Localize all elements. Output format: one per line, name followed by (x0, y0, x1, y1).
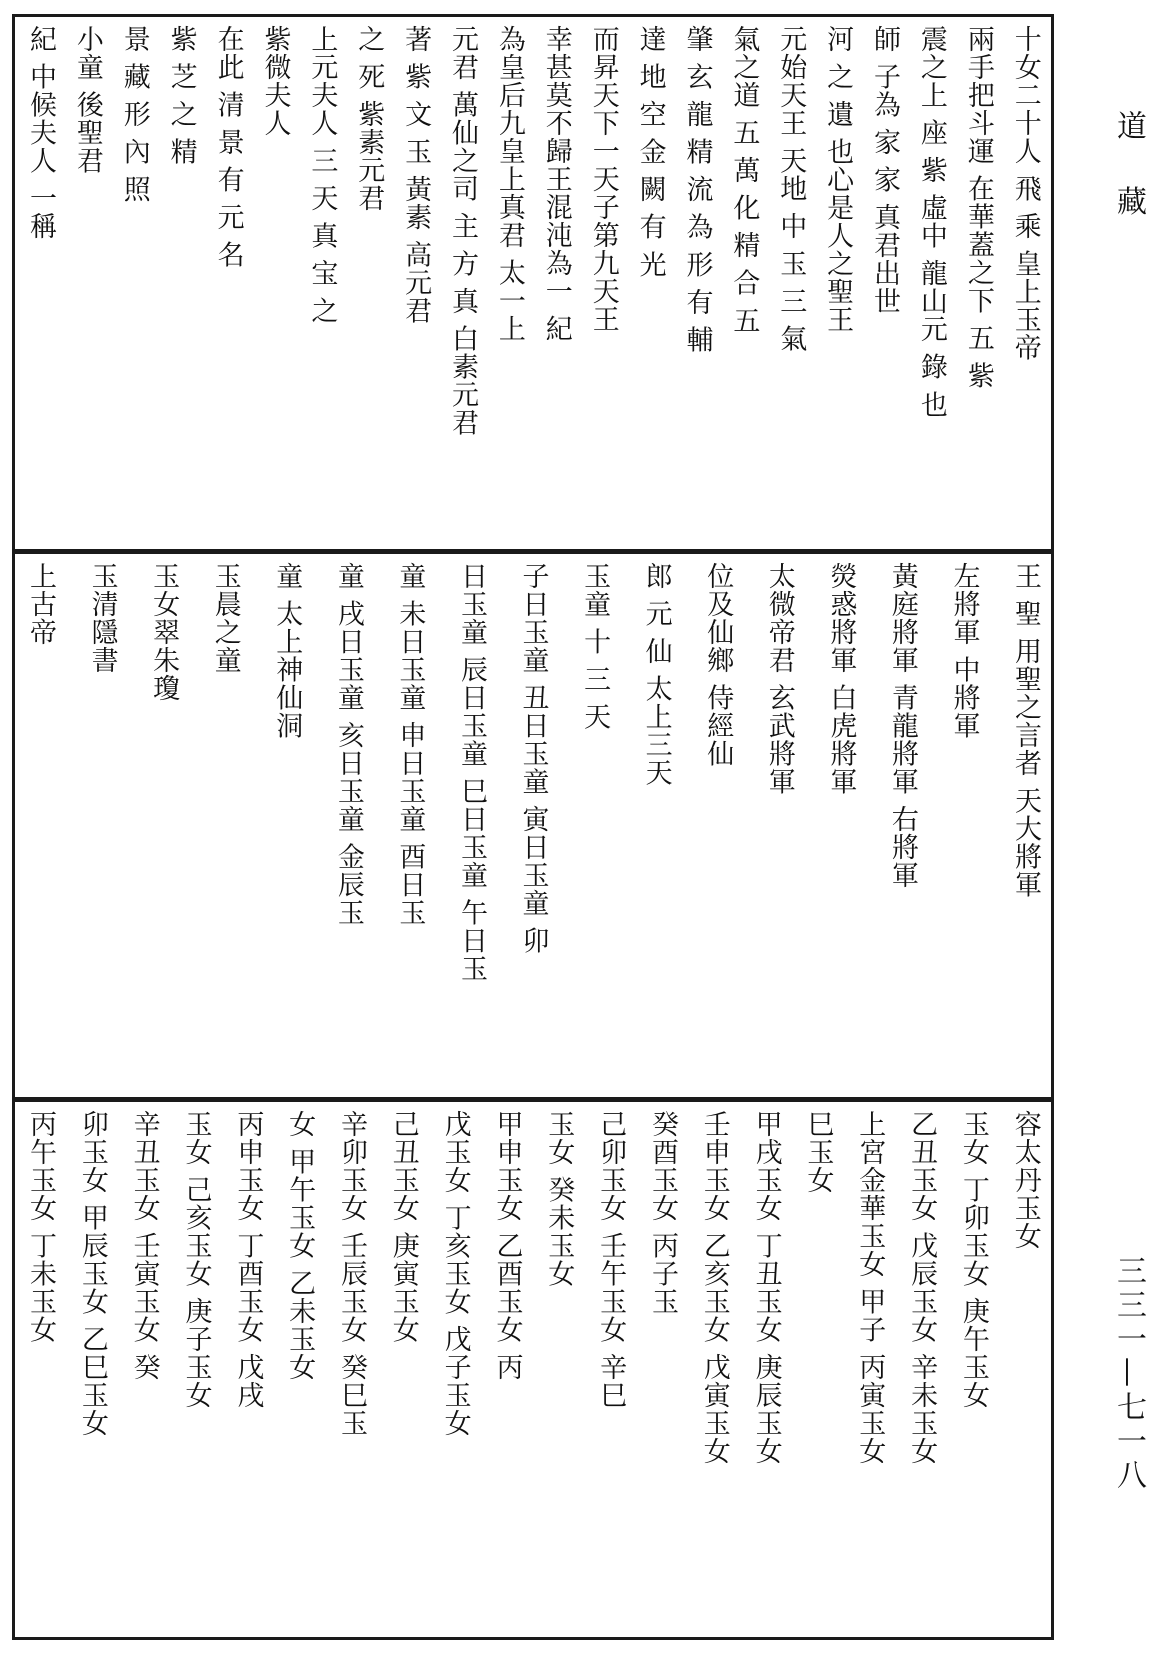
text-column: 黃庭將軍 青龍將軍 右將軍 (886, 562, 918, 890)
text-column: 達 地 空 金 闕 有 光 (634, 25, 666, 279)
text-column: 紫微夫人 (259, 25, 291, 137)
text-column: 童 戌日玉童 亥日玉童 金辰玉 (332, 562, 364, 927)
text-column: 玉女 丁卯玉女 庚午玉女 (957, 1110, 989, 1410)
text-region-lower (12, 1100, 1054, 1640)
text-column: 景 藏 形 內 照 (118, 25, 150, 204)
text-column: 而昇天下一天子第九天王 (587, 25, 619, 333)
text-column: 在此 清 景 有 元 名 (212, 25, 244, 269)
text-column: 左將軍 中將軍 (948, 562, 980, 740)
text-column: 肇 玄 龍 精 流 為 形 有 輔 (681, 25, 713, 354)
text-column: 女 甲午玉女 乙未玉女 (284, 1110, 316, 1382)
text-column: 玉女 癸未玉女 (543, 1110, 575, 1288)
text-column: 辛丑玉女 壬寅玉女 癸 (128, 1110, 160, 1382)
text-column: 卯玉女 甲辰玉女 乙巳玉女 (76, 1110, 108, 1438)
text-column: 癸酉玉女 丙子玉 (646, 1110, 678, 1316)
text-column: 子日玉童 丑日玉童 寅日玉童 卯 (517, 562, 549, 955)
text-column: 童 未日玉童 申日玉童 酉日玉 (394, 562, 426, 927)
text-column: 小童 後聖君 (71, 25, 103, 175)
text-column: 丙申玉女 丁酉玉女 戊戌 (232, 1110, 264, 1410)
text-column: 太微帝君 玄武將軍 (763, 562, 795, 796)
page-number: 三三一—七一八 (1111, 1255, 1146, 1493)
text-column: 河 之 遺 也心是人之聖王 (822, 25, 854, 334)
text-column: 容太丹玉女 (1009, 1110, 1041, 1250)
text-column: 幸甚莫不歸王混沌為一 紀 (540, 25, 572, 343)
text-column: 日玉童 辰日玉童 巳日玉童 午日玉 (455, 562, 487, 983)
column-list-lower (27, 1110, 1039, 1629)
text-column: 巳玉女 (802, 1110, 834, 1194)
text-column: 熒惑將軍 白虎將軍 (825, 562, 857, 796)
text-region-middle (12, 552, 1054, 1100)
text-column: 丙午玉女 丁未玉女 (25, 1110, 56, 1344)
text-column: 壬申玉女 乙亥玉女 戊寅玉女 (698, 1110, 730, 1466)
text-column: 己丑玉女 庚寅玉女 (387, 1110, 419, 1344)
text-column: 上宮金華玉女 甲子 丙寅玉女 (854, 1110, 886, 1466)
text-column: 王 聖 用聖之言者 天大將軍 (1010, 562, 1041, 899)
text-column: 師 子為 家 家 真君出世 (869, 25, 901, 316)
text-column: 十女二十人 飛 乘 皇上玉帝 (1009, 25, 1041, 362)
text-column: 玉童 十 三 天 (579, 562, 611, 731)
column-list-upper (27, 25, 1039, 541)
text-column: 玉女 己亥玉女 庚子玉女 (180, 1110, 212, 1410)
column-list-middle (27, 562, 1039, 1089)
text-column: 紀 中候夫人 一稱 (25, 25, 56, 241)
text-column: 乙丑玉女 戊辰玉女 辛未玉女 (906, 1110, 938, 1466)
text-column: 玉晨之童 (209, 562, 241, 674)
text-column: 郎 元 仙 太上三天 (640, 562, 672, 787)
text-column: 辛卯玉女 壬辰玉女 癸巳玉 (335, 1110, 367, 1438)
text-column: 己卯玉女 壬午玉女 辛巳 (595, 1110, 627, 1410)
text-column: 震之上 座 紫 虛中 龍山元 錄 也 (915, 25, 947, 419)
text-column: 著 紫 文 玉 黃素 高元君 (400, 25, 432, 325)
text-region-upper (12, 14, 1054, 552)
text-column: 甲申玉女 乙酉玉女 丙 (491, 1110, 523, 1382)
text-column: 玉女翠朱瓊 (148, 562, 180, 702)
text-column: 紫 芝 之 精 (165, 25, 197, 166)
text-column: 上元夫人 三 天 真 宝 之 (306, 25, 338, 325)
text-column: 兩手把斗運 在華蓋之下 五 紫 (962, 25, 994, 390)
text-column: 上古帝 (25, 562, 56, 646)
text-column: 玉清隱書 (86, 562, 118, 674)
text-column: 氣之道 五 萬 化 精 合 五 (728, 25, 760, 335)
text-column: 為皇后九皇上真君 太一上 (493, 25, 525, 343)
text-column: 童 太上神仙洞 (271, 562, 303, 740)
text-column: 元君 萬仙之司 主 方 真 白素元君 (447, 25, 479, 437)
text-column: 戊玉女 丁亥玉女 戊子玉女 (439, 1110, 471, 1438)
text-column: 位及仙鄉 侍經仙 (702, 562, 734, 768)
text-column: 元始天王 天地 中 玉 三 氣 (775, 25, 807, 353)
side-title: 道 藏 (1111, 110, 1146, 234)
text-column: 之 死 紫素元君 (353, 25, 385, 213)
text-column: 甲戌玉女 丁丑玉女 庚辰玉女 (750, 1110, 782, 1466)
